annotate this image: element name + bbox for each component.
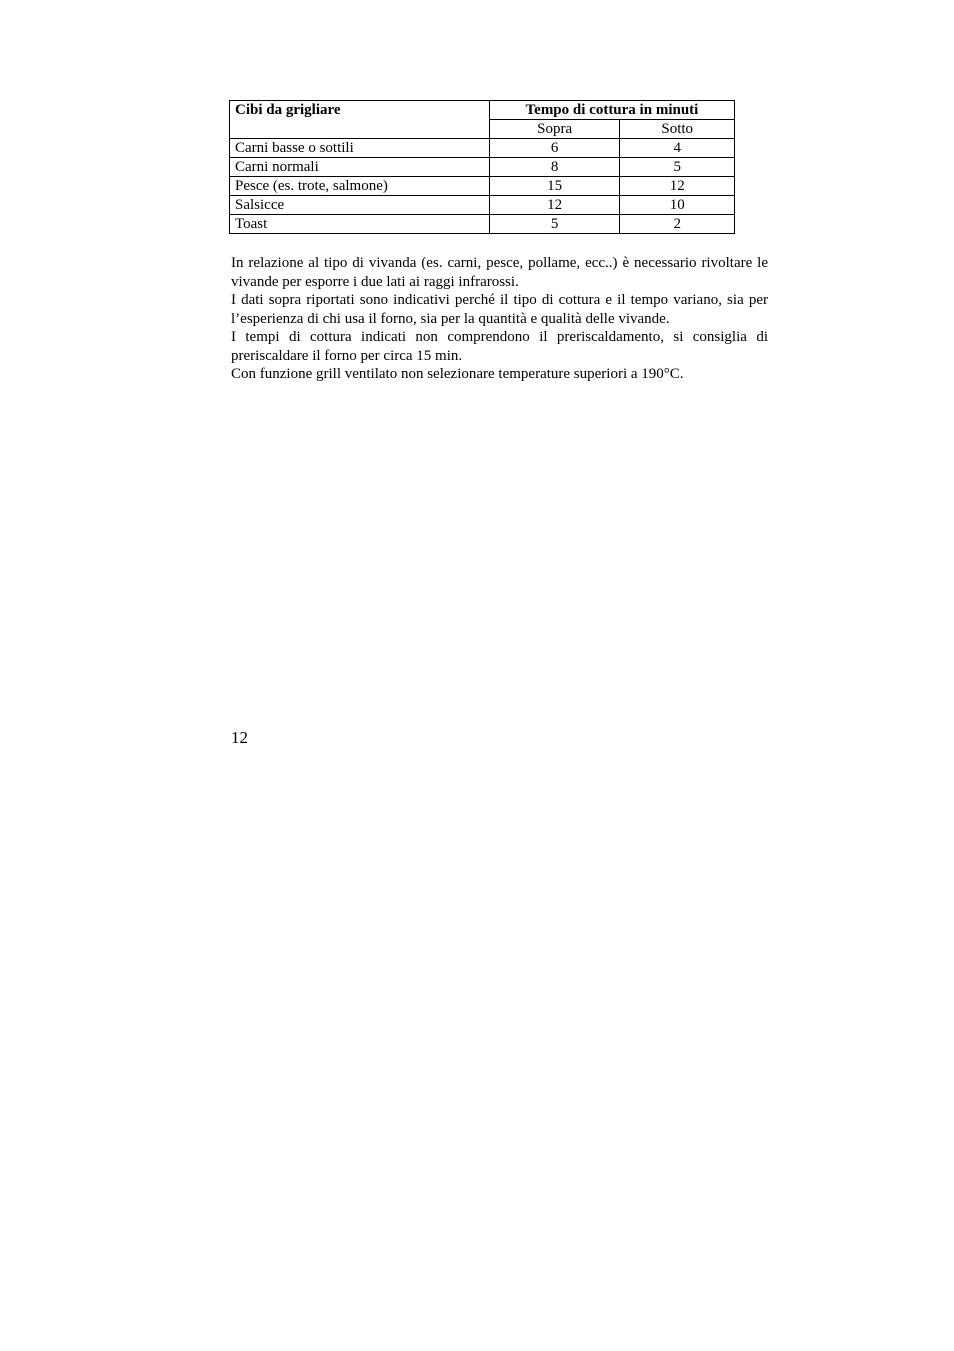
food-cell: Toast	[230, 215, 490, 234]
grilling-times-table	[229, 100, 735, 234]
table-row	[230, 215, 735, 234]
top-time-cell: 12	[489, 196, 620, 215]
food-cell: Salsicce	[230, 196, 490, 215]
table-header-row	[230, 101, 735, 120]
table-row	[230, 177, 735, 196]
top-time-cell: 8	[489, 158, 620, 177]
food-cell: Carni normali	[230, 158, 490, 177]
bottom-time-cell: 5	[620, 158, 735, 177]
food-column-header: Cibi da grigliare	[230, 101, 490, 139]
table-row	[230, 196, 735, 215]
cooking-time-column-header: Tempo di cottura in minuti	[489, 101, 734, 120]
note-paragraph: In relazione al tipo di vivanda (es. carni, pesce, pollame, ecc..) è necessario rivoltare le vivande per esporre i due lati ai raggi infrarossi.	[231, 255, 768, 290]
top-subheader: Sopra	[489, 120, 620, 139]
table-row	[230, 158, 735, 177]
bottom-subheader: Sotto	[620, 120, 735, 139]
page-number: 12	[231, 728, 248, 747]
note-paragraph: I tempi di cottura indicati non comprendono il preriscaldamento, si consiglia di preriscaldare il forno per circa 15 min.	[231, 329, 768, 364]
food-cell: Carni basse o sottili	[230, 139, 490, 158]
table-row	[230, 139, 735, 158]
top-time-cell: 15	[489, 177, 620, 196]
bottom-time-cell: 12	[620, 177, 735, 196]
top-time-cell: 6	[489, 139, 620, 158]
bottom-time-cell: 2	[620, 215, 735, 234]
top-time-cell: 5	[489, 215, 620, 234]
note-paragraph: I dati sopra riportati sono indicativi perché il tipo di cottura e il tempo variano, sia per l’esperienza di chi usa il forno, sia per la quantità e qualità delle vivande.	[231, 292, 768, 327]
bottom-time-cell: 4	[620, 139, 735, 158]
food-cell: Pesce (es. trote, salmone)	[230, 177, 490, 196]
note-paragraph: Con funzione grill ventilato non selezionare temperature superiori a 190°C.	[231, 366, 684, 382]
bottom-time-cell: 10	[620, 196, 735, 215]
cooking-notes	[231, 254, 768, 384]
